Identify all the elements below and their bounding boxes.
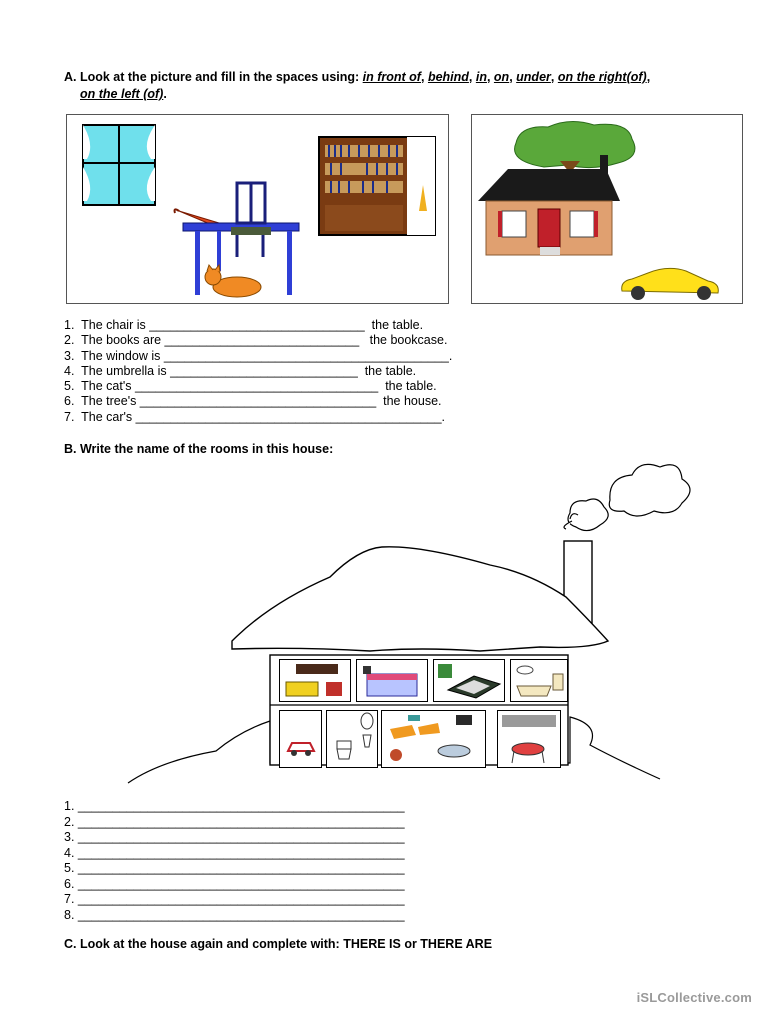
room-image-6	[326, 710, 378, 768]
room-line-6: 6. _______________________________________________	[64, 876, 405, 891]
keyword-on: on	[493, 70, 510, 84]
room-scene-picture	[66, 114, 449, 304]
section-c-heading: C. Look at the house again and complete with: THERE IS or THERE ARE	[64, 937, 493, 951]
watermark-text: iSLCollective.com	[636, 990, 752, 1005]
kitchen-icon	[498, 711, 560, 767]
room-line-3: 3. _______________________________________________	[64, 830, 405, 844]
section-b-heading: B. Write the name of the rooms in this house:	[64, 442, 334, 456]
cat-image	[205, 265, 261, 297]
room-line-1: 1. _______________________________________________	[64, 799, 405, 813]
room-image-4	[510, 659, 568, 702]
room-lines-list	[64, 799, 405, 923]
room-image-3	[433, 659, 505, 702]
keyword-on-the-right: on the right(of)	[557, 70, 647, 84]
keyword-in-front-of: in front of	[362, 70, 421, 84]
keyword-under: under	[516, 70, 551, 84]
sentence-2: 2. The books are ____________________________ the bookcase.	[64, 333, 448, 348]
smoke-clouds-image	[564, 464, 690, 530]
room-image-2	[356, 659, 428, 702]
room-line-8: 8. _______________________________________________	[64, 907, 405, 922]
sentence-3: 3. The window is _________________________________________.	[64, 348, 453, 363]
room-image-8	[497, 710, 561, 768]
room-line-4: 4. _______________________________________________	[64, 845, 405, 860]
sentence-4: 4. The umbrella is ___________________________ the table.	[64, 363, 417, 378]
room-image-7	[381, 710, 486, 768]
living-dining-icon	[382, 711, 485, 767]
bathtub-icon	[511, 660, 567, 701]
room-image-5	[279, 710, 322, 768]
keyword-behind: behind	[427, 70, 469, 84]
keyword-in: in	[475, 70, 487, 84]
room-line-2: 2. _______________________________________________	[64, 814, 405, 829]
bookcase-image	[319, 137, 435, 235]
tree-image	[515, 121, 635, 173]
sentence-1: 1. The chair is _______________________________ the table.	[64, 318, 424, 332]
room-line-7: 7. _______________________________________________	[64, 892, 405, 906]
keyword-on-the-left: on the left (of)	[80, 87, 164, 101]
section-a-label: A. Look at the picture and fill in the spaces using:	[64, 70, 363, 84]
room-image-1	[279, 659, 351, 702]
sentence-list	[64, 318, 452, 425]
room-line-5: 5. _______________________________________________	[64, 861, 405, 875]
bunk-bed-icon	[357, 660, 427, 701]
sentence-5: 5. The cat's ___________________________________ the table.	[64, 379, 437, 394]
garage-car-icon	[280, 711, 321, 767]
study-icon	[280, 660, 350, 701]
house-image	[478, 155, 620, 255]
toilet-icon	[327, 711, 377, 767]
bed-icon	[434, 660, 504, 701]
sentence-6: 6. The tree's __________________________________ the house.	[64, 394, 442, 409]
window-image	[83, 125, 155, 205]
car-image	[622, 268, 719, 300]
section-a-heading: A. Look at the picture and fill in the spaces using: in front of, behind, in, on, under, on the right(of), on the left (of).	[64, 70, 651, 101]
chair-image	[231, 183, 271, 257]
house-scene-picture	[471, 114, 743, 304]
sentence-7: 7. The car's ____________________________________________.	[64, 409, 445, 424]
